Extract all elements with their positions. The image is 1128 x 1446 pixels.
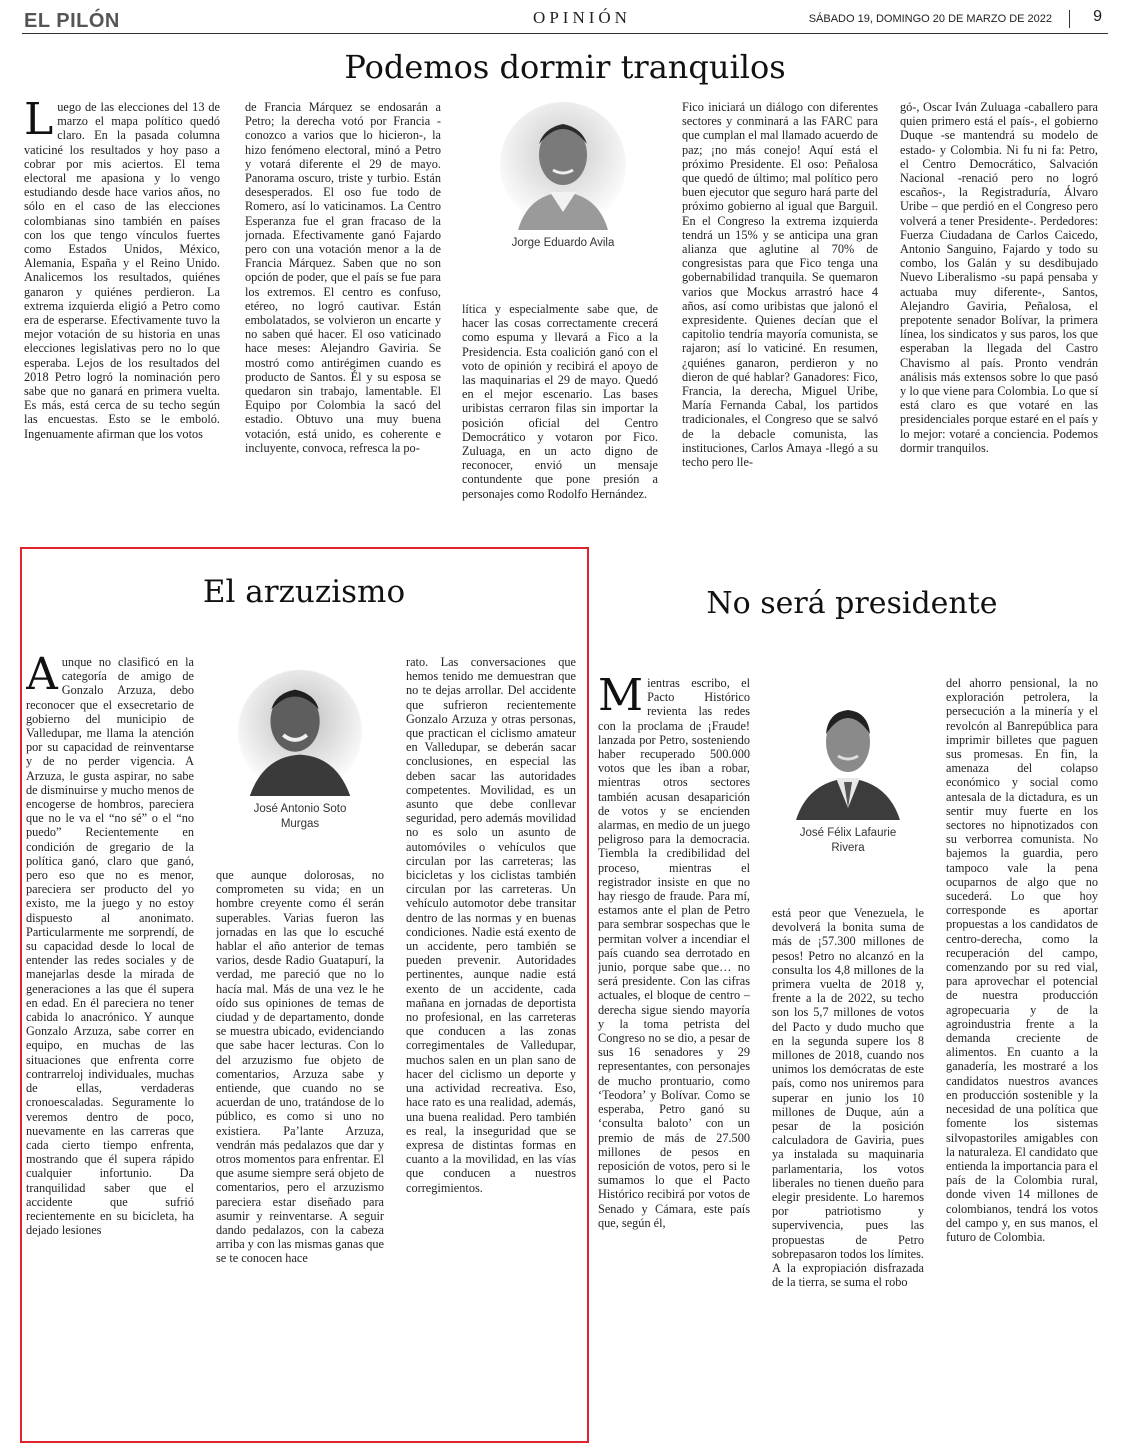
article3-author-line1: José Félix Lafaurie: [799, 827, 897, 839]
article1-author-name: Jorge Eduardo Avila: [511, 237, 615, 249]
article2-column-2: [216, 868, 384, 1434]
article2-author-line1: José Antonio Soto: [253, 803, 347, 815]
article2-dropcap: A: [26, 655, 58, 700]
article3-col3-text: del ahorro pensional, la no exploración petrolera, la persecución a la minería y el revolcón al Banrepública para imprimir billetes que paguen sus promesas. En fin, la amenaza del colapso económico y social como antesala de la dictadura, es un sentir muy fuerte en los sectores no hipnotizados con su verborrea comunista. No bajemos la guardia, pero tampoco vale la pena ocuparnos de algo que no sucederá. Lo que hoy corresponde es aportar propuestas a los candidatos de centro-derecha, como la recuperación del campo, comenzando por su red vial, para aprovechar el potencial de nuestra producción agropecuaria y de la agroindustria frente a la demanda creciente de alimentos. En cuanto a la ganadería, les mostraré a los candidatos nuestros avances en producción sostenible y la necesidad de una política que fomente los sistemas silvopastoriles amigables con la naturaleza. El candidato que entienda la importancia para el país de la Colombia rural, donde viven 14 millones de colombianos, tendrá los votos del campo y, en sus manos, el futuro de Colombia.: [946, 676, 1098, 1244]
article3-column-3: [946, 676, 1098, 1436]
article3-column-2: [772, 906, 924, 1436]
article1-col3-text: lítica y especialmente sabe que, de hacer las cosas correctamente crecerá como espuma y llevará a Fico a la Presidencia. Esta coalición ganó con el voto de opinión y recibirá el apoyo de las maquinarias el 29 de mayo. Quedó en el mejor escenario. Las bases uribistas cerraron filas sin importar la posición oficial del Centro Democrático y votaron por Fico. Zuluaga, en un acto digno de reconocer, envió un mensaje contundente que pone presión a personajes como Rodolfo Hernández.: [462, 302, 658, 501]
article2-col3-text: rato. Las conversaciones que hemos tenido me demuestran que no te dejas arrollar. Del accidente que sufrieron recientemente Gonzalo Arzuza y otras personas, que practican el ciclismo amateur en Valledupar, se deberán sacar conclusiones, en especial las deben sacar las autoridades competentes. Movilidad, es un asunto que debe conllevar seguridad, pero además movilidad no es solo un asunto de automóviles o vehículos que circulan por las carreteras; las bicicletas y los ciclistas también circulan por las carreteras. Un vehículo automotor debe transitar dentro de las normas y en buenas condiciones. Nadie está exento de un accidente, pero también se pueden prevenir. Autoridades pertinentes, aunque nadie está exento de un accidente, cada mañana en jornadas de deportista no profesional, en las carreteras que conducen a las zonas corregimentales de Valledupar, muchos salen en un plan sano de hacer del ciclismo un deporte y una actividad recreativa. Eso, hace rato es una realidad, además, una buena realidad. Pero también es real, la inseguridad que se expresa de distintas formas en cuanto a la movilidad, en las vías que conducen a nuestros corregimientos.: [406, 655, 576, 1195]
article3-col1-text: ientras escribo, el Pacto Histórico revienta las redes con la proclama de ¡Fraude! lanzada por Petro, sosteniendo haber recuperado 500.000 votos que les iban a robar, mientras otros sectores también acusan desaparición de votos y se encienden alarmas, en medio de un juego peligroso para la democracia. Tiembla la credibilidad del proceso, mientras el registrador insiste en que no hay riesgo de fraude. Para mí, estamos ante el plan de Petro para sembrar sospechas que le permitan volver a incendiar el país cuando sea derrotado en junio, porque sabe que… no será presidente. Con las cifras actuales, el bloque de centro – derecha sigue siendo mayoría y la toma petrista del Congreso no se dio, a pesar de sus 16 senadores y 29 representantes, con personajes de mucho prontuario, como ‘Teodora’ y Bolívar. Como se esperaba, Petro ganó su ‘consulta baloto’ con un premio de más de 27.500 millones de pesos en reposición de votos, pero si le sumamos lo que el Pacto Histórico recibirá por votos de Senado y Cámara, este país que, según él,: [598, 676, 750, 1230]
article1-col5-text: gó-, Oscar Iván Zuluaga -caballero para quien primero está el país-, el gobierno Duque -se mantendrá su modelo de estado- y Colombia. Ni fu ni fa: Petro, el Centro Democrático, Salvación Nacional -renació pero no logró escaños-, la Registraduría, Álvaro Uribe – que perdió en el Congreso pero volverá a tener Presidente-. Perdedores: Fuerza Ciudadana de Carlos Caicedo, Antonio Sanguino, Fajardo y todo su combo, los Galán y su desdibujado Nuevo Liberalismo -su papá pensaba y actuaba muy diferente-, Santos, Alejandro Gaviria, Peñalosa, el prepotente senador Bolívar, la primera línea, los sindicatos y sus paros, los que esperaban la llegada del Castro Chavismo al país. Pronto vendrán análisis más extensos sobre lo que pasó y lo que viene para Colombia. Lo que sí está claro es que votaré en las presidenciales porque estaré en el país y lo mejor: votaré a conciencia. Podemos dormir tranquilos.: [900, 100, 1098, 455]
article1-column-2: [245, 100, 441, 520]
header-divider: [1069, 10, 1070, 28]
article1-author-block: [470, 100, 656, 251]
article2-author-block: [215, 668, 385, 832]
article1-col4-text: Fico iniciará un diálogo con diferentes sectores y conminará a las FARC para que cumplan el mal llamado acuerdo de paz; ¡no más conejo! Aquí está el próximo Presidente. El oso: Peñalosa que quedó de último; mal político pero buen ejecutor que seguro hará parte del próximo gobierno al igual que Barguil. En el Congreso la extrema izquierda tendrá un 15% y se anticipa una gran alianza que aglutine al 70% de congresistas para que Fico tenga una gobernabilidad tranquila. Se quemaron varios que Mockus arrastró hace 4 años, así como uribistas que jalonó el expresidente. Quienes decían que el capitolio tendría mayoría comunista, se rajaron; así lo vaticiné. En resumen, ¿quiénes ganaron, perdieron y no dieron de qué hablar? Ganadores: Fico, Francia, la derecha, Miguel Uribe, María Fernanda Cabal, los partidos tradicionales, el Congreso que se salvó de la debacle comunista, las instituciones, Carlos Amaya -llegó a su techo pero lle-: [682, 100, 878, 470]
author-photo-lafaurie: [788, 690, 908, 820]
article1-col2-text: de Francia Márquez se endosarán a Petro; la derecha votó por Francia -conozco a varios que lo hicieron-, la hizo fenómeno electoral, minó a Petro y votará diferente el 29 de mayo. Panorama oscuro, triste y turbio. Están desesperados. El oso fue todo de Romero, así lo vaticinamos. La Centro Esperanza fue el gran fracaso de la jornada. Efectivamente ganó Fajardo pero con una votación menor a la de Francia Márquez. Saben que no son opción de poder, que el país se fue para los extremos. El centro es confuso, etéreo, no logró cautivar. Están embolatados, se volvieron un encarte y no saben qué hacer. El oso vaticinado hace meses: Alejandro Gaviria. Se mostró como antirégimen cuando es producto de Santos. Él y su esposa se quedaron sin trabajo, lamentable. El Equipo por Colombia la sacó del estadio. Obtuvo una muy buena votación, está unido, es coherente e incluyente, convoca, refresca la po-: [245, 100, 441, 455]
article1-col1-text: uego de las elecciones del 13 de marzo el mapa político quedó claro. En la pasada columna vaticiné los resultados y hoy paso a cobrar por mis aciertos. El tema electoral me apasiona y lo vengo estudiando desde hace varios años, no sólo en el caso de las elecciones colombianas sino también en países con los que tengo vínculos fuertes como Estados Unidos, México, Alemania, España y el Reino Unido. Analicemos los resultados, quiénes ganaron y quiénes perdieron. La extrema izquierda eligió a Petro como era de esperarse. Efectivamente tuvo la mejor votación de su historia en unas elecciones legislativas pero no lo que esperaba. Lejos de los resultados del 2018 Petro logró la nominación pero sabe que no ganará en primera vuelta. Es más, está cerca de su techo según las encuestas. Esto se le emboló. Ingenuamente afirman que los votos: [24, 100, 220, 441]
article3-author-name: [772, 826, 924, 856]
article3-author-block: [772, 690, 924, 856]
article3-dropcap: M: [598, 676, 644, 721]
article1-dropcap: L: [24, 100, 54, 145]
author-photo-soto: [236, 668, 364, 796]
article1-column-3: [462, 302, 658, 522]
article2-title: El arzuzismo: [202, 574, 406, 610]
article2-author-name: [215, 802, 385, 832]
article1-column-4: [682, 100, 878, 520]
author-photo-avila: [498, 100, 628, 230]
section-title: OPINIÓN: [533, 8, 631, 27]
article1-column-5: [900, 100, 1098, 520]
article2-column-3: [406, 655, 576, 1435]
article2-author-line2: Murgas: [280, 818, 320, 830]
article3-title: No será presidente: [706, 586, 998, 621]
page-number: 9: [1093, 8, 1102, 25]
article3-column-1: [598, 676, 750, 1436]
article2-column-1: [26, 655, 194, 1435]
article1-column-1: [24, 100, 220, 520]
page-header: [22, 8, 1108, 34]
article3-author-line2: Rivera: [831, 842, 865, 854]
article2-col1-text: unque no clasificó en la categoría de amigo de Gonzalo Arzuza, debo reconocer que el exsecretario de gobierno del municipio de Valledupar, me llama la atención por su capacidad de reinventarse y de no perder vigencia. A Arzuza, le gusta aspirar, no sabe de disminuirse y mucho menos de encogerse de hombros, pareciera que no le va el “no sé” o el “no puedo” Recientemente en condición de gregario de la política ganó, claro que ganó, pero eso que no es menor, pareciera ser producto del yo existo, me la juego y no estoy dispuesto al anonimato. Particularmente me sorprendí, de su capacidad desde lo local de entender las redes sociales y de manejarlas desde la mirada de generaciones a las que él supera en edad. En él pareciera no tener cabida lo anacrónico. Y aunque Gonzalo Arzuza, sabe correr en equipo, en muchas de las situaciones que enfrenta corre contrarreloj individuales, muchas de ellas, verdaderas cronoescaladas. Seguramente lo veremos dentro de poco, nuevamente en las carreras que cada cierto tiempo enfrenta, mostrando que él supera rápido cualquier infortunio. Da tranquilidad saber que el accidente que sufrió recientemente en su bicicleta, ha dejado lesiones: [26, 655, 194, 1238]
article1-title: Podemos dormir tranquilos: [344, 48, 786, 86]
newspaper-logo[interactable]: EL PILÓN: [24, 10, 120, 32]
issue-date: SÁBADO 19, DOMINGO 20 DE MARZO DE 2022: [808, 13, 1052, 25]
article3-col2-text: está peor que Venezuela, le devolverá la bonita suma de más de ¡57.300 millones de pesos! Petro no alcanzó en la consulta los 4,8 millones de la primera vuelta de 2018 y, frente a la de 2022, su techo son los 5,7 millones de votos del Pacto y dudo mucho que en la segunda supere los 8 millones de 2018, cuando nos unimos los demócratas de este país, como nos uniremos para superar en junio los 10 millones de Duque, aún a pesar de la posición calculadora de Gaviria, pues ya instalada su maquinaria parlamentaria, los votos liberales no tienen dueño para elegir presidente. Lo haremos por patriotismo y supervivencia, pues las propuestas de Petro sobrepasaron todos los límites. A la expropiación disfrazada de la tierra, se suma el robo: [772, 906, 924, 1290]
article2-col2-text: que aunque dolorosas, no comprometen su vida; en un hombre creyente como él serán superables. Varias fueron las jornadas en las que lo escuché hablar el año anterior de temas varios, desde Radio Guatapurí, la verdad, me pareció que no lo hacía mal. Más de una vez le he oído sus opiniones de temas de ciudad y de departamento, donde se muestra ubicado, evidenciando que sabe hacer lecturas. Con lo del arzuzismo fue objeto de comentarios, Arzuza sabe y entiende, que cuando no se acuerdan de uno, tratándose de lo público, es como si uno no existiera. Pa’lante Arzuza, vendrán más pedalazos que dar y otros momentos para enfrentar. El que asume siempre será objeto de comentarios, pero el arzuzismo pareciera estar diseñado para asumir y reinventarse. A seguir dando pedalazos, con la cabeza arriba y con las mismas ganas que se te conocen hace: [216, 868, 384, 1266]
